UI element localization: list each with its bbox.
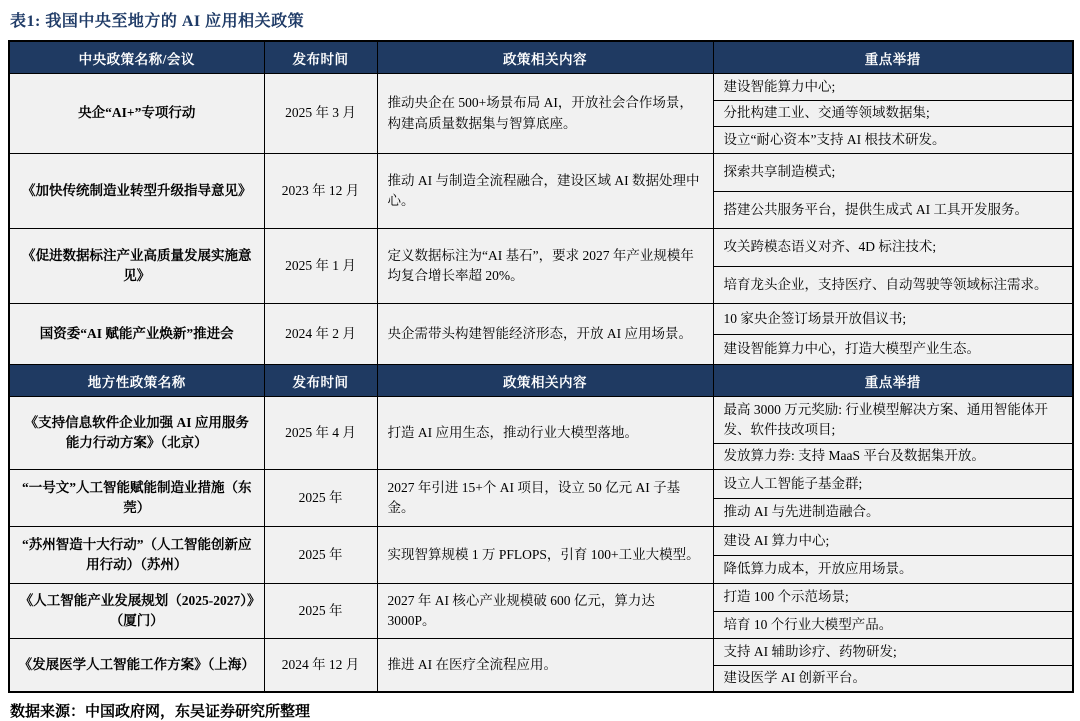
key-measures-cell	[713, 304, 1073, 365]
policy-content-cell: 2027 年引进 15+个 AI 项目，设立 50 亿元 AI 子基金。	[377, 470, 713, 527]
measure-item: 分批构建工业、交通等领域数据集;	[714, 100, 1073, 127]
measure-item: 建设智能算力中心，打造大模型产业生态。	[714, 334, 1073, 365]
measure-item: 设立人工智能子基金群;	[723, 475, 863, 491]
policy-content-cell: 央企需带头构建智能经济形态，开放 AI 应用场景。	[377, 304, 713, 365]
measure-item: 10 家央企签订场景开放倡议书;	[723, 310, 907, 326]
policy-content-cell: 实现智算规模 1 万 PFLOPS，引育 100+工业大模型。	[377, 527, 713, 584]
local-header-row	[9, 365, 1073, 397]
policy-row	[9, 639, 1073, 693]
policy-name-cell: 《支持信息软件企业加强 AI 应用服务能力行动方案》（北京）	[9, 397, 264, 470]
policy-name-cell: 《加快传统制造业转型升级指导意见》	[9, 154, 264, 229]
column-header-content: 政策相关内容	[377, 365, 713, 397]
policy-name-cell: “一号文”人工智能赋能制造业措施（东莞）	[9, 470, 264, 527]
central-header-row	[9, 41, 1073, 74]
measure-item: 攻关跨模态语义对齐、4D 标注技术;	[723, 239, 937, 255]
key-measures-cell	[713, 470, 1073, 527]
publish-date-cell: 2024 年 12 月	[264, 639, 377, 693]
policy-row	[9, 397, 1073, 470]
key-measures-cell	[713, 584, 1073, 639]
column-header-content: 政策相关内容	[377, 41, 713, 74]
policy-row	[9, 154, 1073, 229]
policy-row	[9, 527, 1073, 584]
measure-item: 推动 AI 与先进制造融合。	[714, 498, 1073, 527]
column-header-date: 发布时间	[264, 41, 377, 74]
policy-name-cell: “苏州智造十大行动”（人工智能创新应用行动）（苏州）	[9, 527, 264, 584]
policy-content-cell: 推动 AI 与制造全流程融合，建设区域 AI 数据处理中心。	[377, 154, 713, 229]
policy-content-cell: 2027 年 AI 核心产业规模破 600 亿元，算力达 3000P。	[377, 584, 713, 639]
policy-name-cell: 《促进数据标注产业高质量发展实施意见》	[9, 229, 264, 304]
column-header-policy-name: 地方性政策名称	[9, 365, 264, 397]
column-header-measures: 重点举措	[713, 365, 1073, 397]
measure-item: 搭建公共服务平台，提供生成式 AI 工具开发服务。	[714, 191, 1073, 229]
publish-date-cell: 2025 年	[264, 527, 377, 584]
key-measures-cell	[713, 154, 1073, 229]
policy-name-cell: 国资委“AI 赋能产业焕新”推进会	[9, 304, 264, 365]
key-measures-cell	[713, 639, 1073, 693]
publish-date-cell: 2025 年 1 月	[264, 229, 377, 304]
publish-date-cell: 2025 年	[264, 470, 377, 527]
policy-row	[9, 229, 1073, 304]
measure-item: 培育龙头企业，支持医疗、自动驾驶等领域标注需求。	[714, 266, 1073, 304]
policy-row	[9, 74, 1073, 154]
policy-content-cell: 打造 AI 应用生态，推动行业大模型落地。	[377, 397, 713, 470]
table-title: 表1: 我国中央至地方的 AI 应用相关政策	[10, 13, 305, 30]
policy-content-cell: 推进 AI 在医疗全流程应用。	[377, 639, 713, 693]
publish-date-cell: 2024 年 2 月	[264, 304, 377, 365]
measure-item: 建设 AI 算力中心;	[723, 532, 830, 548]
key-measures-cell	[713, 229, 1073, 304]
policy-table	[8, 40, 1074, 693]
measure-item: 设立“耐心资本”支持 AI 根技术研发。	[714, 126, 1073, 153]
publish-date-cell: 2025 年 3 月	[264, 74, 377, 154]
key-measures-cell	[713, 397, 1073, 470]
policy-row	[9, 584, 1073, 639]
column-header-date: 发布时间	[264, 365, 377, 397]
measure-item: 探索共享制造模式;	[723, 164, 836, 180]
column-header-policy-name: 中央政策名称/会议	[9, 41, 264, 74]
key-measures-cell	[713, 527, 1073, 584]
policy-row	[9, 304, 1073, 365]
data-source: 数据来源：中国政府网，东吴证券研究所整理	[10, 704, 311, 720]
policy-content-cell: 定义数据标注为“AI 基石”，要求 2027 年产业规模年均复合增长率超 20%。	[377, 229, 713, 304]
publish-date-cell: 2023 年 12 月	[264, 154, 377, 229]
measure-item: 建设医学 AI 创新平台。	[714, 665, 1073, 692]
publish-date-cell: 2025 年 4 月	[264, 397, 377, 470]
policy-name-cell: 央企“AI+”专项行动	[9, 74, 264, 154]
measure-item: 支持 AI 辅助诊疗、药物研发;	[723, 643, 897, 659]
policy-content-cell: 推动央企在 500+场景布局 AI，开放社会合作场景，构建高质量数据集与智算底座。	[377, 74, 713, 154]
policy-name-cell: 《人工智能产业发展规划（2025-2027）》（厦门）	[9, 584, 264, 639]
measure-item: 降低算力成本，开放应用场景。	[714, 555, 1073, 584]
column-header-measures: 重点举措	[713, 41, 1073, 74]
measure-item: 培育 10 个行业大模型产品。	[714, 611, 1073, 639]
key-measures-cell	[713, 74, 1073, 154]
measure-item: 打造 100 个示范场景;	[723, 589, 849, 605]
measure-item: 最高 3000 万元奖励: 行业模型解决方案、通用智能体开发、软件技改项目;	[723, 401, 1048, 437]
publish-date-cell: 2025 年	[264, 584, 377, 639]
measure-item: 建设智能算力中心;	[723, 78, 836, 94]
policy-name-cell: 《发展医学人工智能工作方案》（上海）	[9, 639, 264, 693]
policy-row	[9, 470, 1073, 527]
measure-item: 发放算力券: 支持 MaaS 平台及数据集开放。	[714, 443, 1073, 469]
